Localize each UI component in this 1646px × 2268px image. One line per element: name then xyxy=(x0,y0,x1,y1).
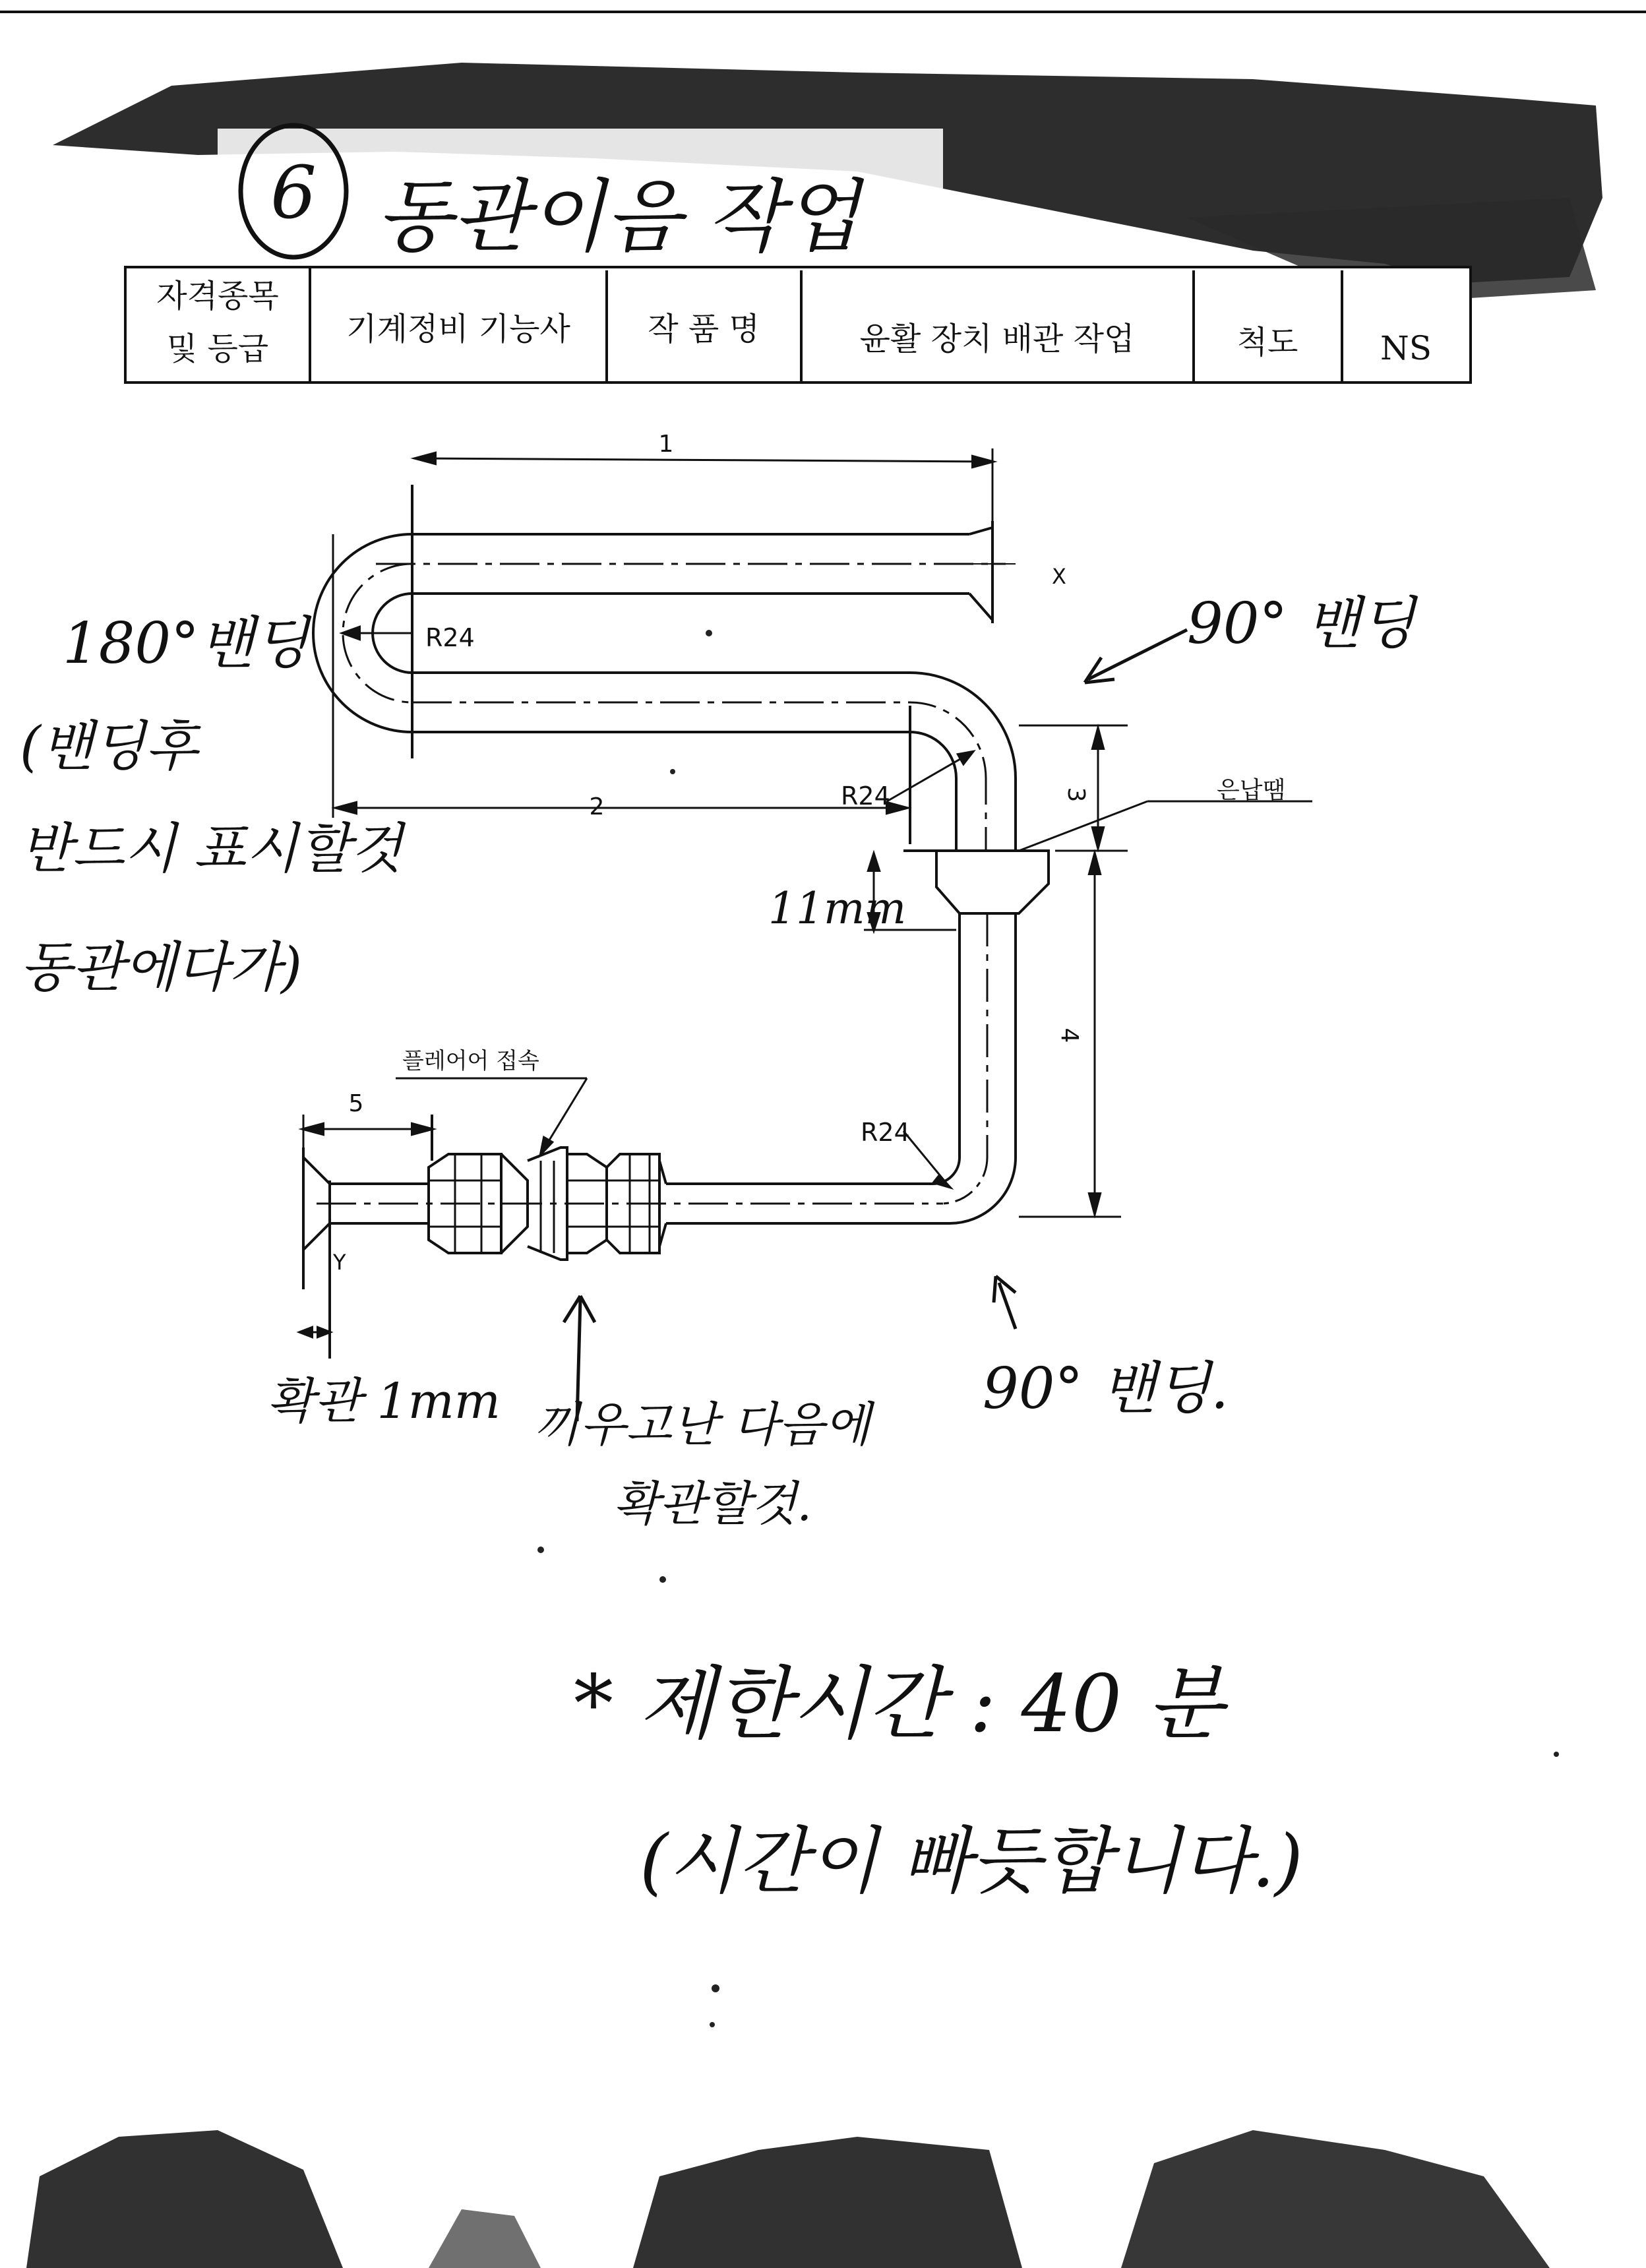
dim-label-4: 4 xyxy=(1056,1027,1083,1043)
flare-connection-label: 플레어어 접속 xyxy=(402,1048,539,1074)
note-time-limit: * 제한시간 : 40 분 xyxy=(574,1659,1224,1750)
dim-label-2: 2 xyxy=(589,793,605,820)
table-cell-qualification-value: 기계정비 기능사 xyxy=(346,311,570,348)
note-insert-then-2: 확관할것. xyxy=(613,1476,812,1531)
point-label-y: Y xyxy=(333,1250,346,1275)
table-cell-work-name-label: 작 품 명 xyxy=(648,311,760,348)
note-time-remark: (시간이 빠듯합니다.) xyxy=(640,1819,1303,1903)
drawing-labels xyxy=(332,431,1285,1275)
silver-solder-label: 은납땜 xyxy=(1217,777,1286,804)
radius-label-top: R24 xyxy=(425,623,475,652)
note-bend-180-paren-1: (밴딩후 xyxy=(20,716,198,778)
point-label-x: X xyxy=(1052,564,1066,589)
dim-label-5: 5 xyxy=(348,1090,364,1117)
note-bend-180-paren-2: 반드시 표시할것 xyxy=(20,818,403,880)
table-cell-scale-label: 척도 xyxy=(1236,324,1298,361)
title-number: 6 xyxy=(270,150,317,235)
radius-label-low: R24 xyxy=(861,1118,910,1147)
table-cell-work-name-value: 윤활 장치 배관 작업 xyxy=(859,321,1135,357)
dim-label-1: 1 xyxy=(658,431,674,458)
note-bend-90-bottom: 90° 밴딩. xyxy=(983,1356,1229,1422)
handwritten-notes xyxy=(20,591,1418,1903)
note-bend-180: 180°밴딩 xyxy=(63,611,309,677)
note-insert-then-1: 끼우고난 다음에 xyxy=(534,1397,870,1452)
note-11mm: 11mm xyxy=(768,883,907,934)
pipe-diagram xyxy=(300,448,1312,1421)
table-cell-qualification-1: 자격종목 xyxy=(156,278,279,315)
radius-label-mid: R24 xyxy=(841,782,890,811)
note-flare-1mm: 확관 1mm xyxy=(267,1373,501,1430)
note-bend-180-paren-3: 동관에다가) xyxy=(20,936,303,999)
dim-label-3: 3 xyxy=(1062,787,1089,803)
scan-smudge-bottom xyxy=(26,2130,1550,2268)
dim-line-1 xyxy=(415,458,992,462)
info-table xyxy=(125,267,1471,383)
table-cell-qualification-2: 및 등급 xyxy=(166,330,269,367)
title-text: 동관이음 작업 xyxy=(376,171,860,263)
note-bend-90-top: 90° 밴딩 xyxy=(1187,591,1415,657)
table-cell-scale-value: NS xyxy=(1380,329,1432,367)
